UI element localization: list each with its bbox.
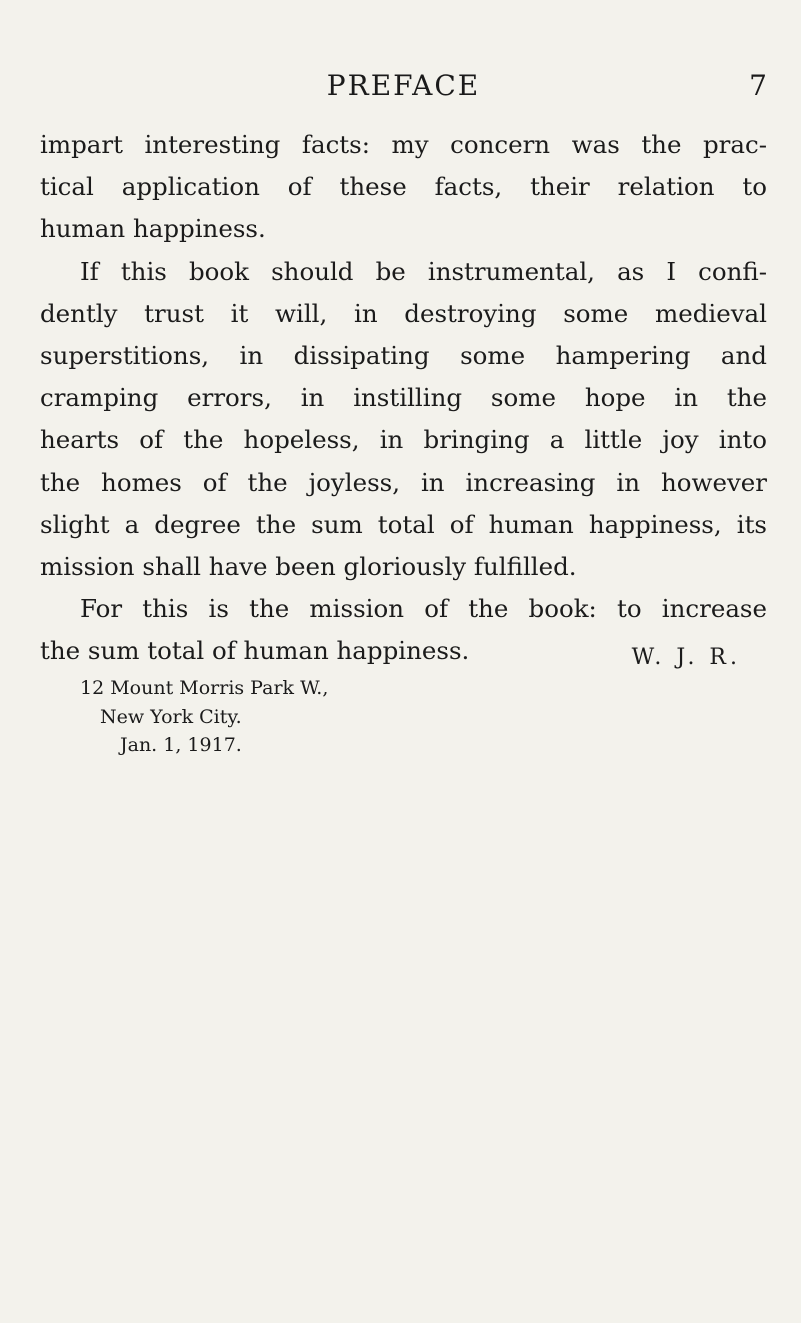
text-line: impart interesting facts: my concern was the prac- — [40, 130, 767, 159]
text-line: human happiness. — [40, 214, 266, 244]
text-line: superstitions, in dissipating some hampering and — [40, 340, 767, 370]
text-line: For this is the mission of the book: to increase — [80, 594, 767, 624]
address-block — [80, 674, 328, 760]
text-line: If this book should be instrumental, as I confi- — [80, 256, 767, 286]
text-line: slight a degree the sum total of human happiness, its — [40, 509, 767, 539]
text-line: the homes of the joyless, in increasing in however — [40, 467, 767, 497]
address-city: New York City. — [100, 705, 242, 728]
running-title: PREFACE — [326, 69, 481, 102]
text-line: mission shall have been gloriously fulfilled. — [40, 551, 577, 581]
text-line: cramping errors, in instilling some hope in the — [40, 383, 767, 413]
text-line: the sum total of human happiness. — [40, 636, 470, 666]
text-line: tical application of these facts, their relation to — [40, 172, 767, 202]
address-date: Jan. 1, 1917. — [120, 734, 242, 756]
address-street: 12 Mount Morris Park W., — [80, 677, 329, 699]
page-number: 7 — [749, 69, 767, 102]
text-line: hearts of the hopeless, in bringing a little joy into — [40, 425, 767, 455]
preface-body — [40, 124, 767, 672]
running-head — [40, 68, 767, 112]
author-initials: W. J. R. — [631, 645, 741, 670]
text-line: dently trust it will, in destroying some medieval — [40, 298, 767, 328]
